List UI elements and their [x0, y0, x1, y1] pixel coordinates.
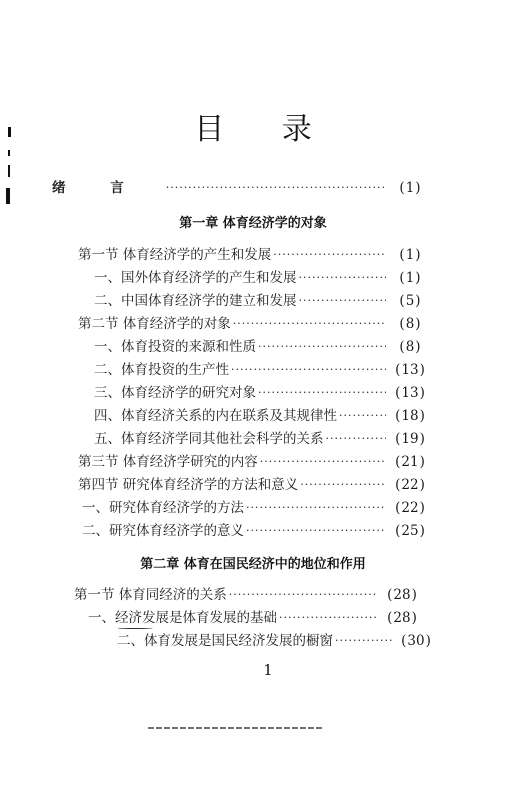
toc-entry-intro[interactable]	[52, 178, 432, 198]
toc-entry-label: 第三节 体育经济学研究的内容	[78, 454, 258, 470]
toc-entry-label: 二、体育发展是国民经济发展的橱窗	[117, 633, 333, 649]
toc-entry[interactable]	[78, 475, 432, 495]
toc-entry[interactable]	[94, 406, 432, 426]
scan-mark	[8, 150, 10, 156]
toc-entry-label: 第一节 体育同经济的关系	[74, 587, 227, 603]
toc-page-number: (21)	[395, 454, 425, 470]
dot-leader	[258, 383, 386, 403]
chapter-heading: 第一章 体育经济学的对象	[179, 216, 327, 231]
toc-entry-label: 第四节 研究体育经济学的方法和意义	[78, 477, 299, 493]
toc-entry[interactable]	[117, 631, 438, 651]
scan-mark	[6, 188, 10, 204]
toc-entry-label: 三、体育经济学的研究对象	[94, 385, 256, 401]
toc-entry[interactable]	[82, 498, 432, 518]
toc-entry-label: 二、研究体育经济学的意义	[82, 523, 244, 539]
dot-leader	[231, 360, 386, 380]
toc-page-number: (28)	[387, 610, 417, 626]
toc-entry-label: 四、体育经济关系的内在联系及其规律性	[94, 408, 337, 424]
dot-leader	[273, 245, 386, 265]
dot-leader	[279, 608, 378, 628]
dot-leader	[166, 178, 386, 198]
toc-entry[interactable]	[78, 452, 432, 472]
toc-entry-label: 第二节 体育经济学的对象	[78, 316, 231, 332]
pen-underline-mark	[117, 626, 153, 629]
toc-page-number: (8)	[399, 316, 421, 332]
toc-entry[interactable]	[94, 360, 432, 380]
toc-entry-label: 二、中国体育经济学的建立和发展	[94, 293, 297, 309]
toc-entry[interactable]	[94, 268, 432, 288]
toc-page-number: (1)	[399, 270, 421, 286]
dot-leader	[229, 585, 378, 605]
toc-page-number: (19)	[395, 431, 425, 447]
dot-leader	[335, 631, 392, 651]
dot-leader	[339, 406, 386, 426]
toc-entry[interactable]	[94, 291, 432, 311]
scan-line-artifact	[148, 727, 323, 729]
toc-entry[interactable]	[74, 585, 424, 605]
dot-leader	[258, 337, 386, 357]
dot-leader	[299, 268, 387, 288]
toc-page-number: (30)	[401, 633, 431, 649]
page-number: 1	[263, 661, 273, 679]
dot-leader	[233, 314, 386, 334]
toc-entry[interactable]	[78, 245, 432, 265]
page-title: 目 录	[194, 112, 336, 147]
toc-page-number: (22)	[395, 500, 425, 516]
toc-page-number: (8)	[399, 339, 421, 355]
toc-page-number: (1)	[399, 247, 421, 263]
toc-entry[interactable]	[78, 314, 432, 334]
dot-leader	[300, 475, 386, 495]
toc-entry-label: 一、体育投资的来源和性质	[94, 339, 256, 355]
dot-leader	[299, 291, 387, 311]
toc-entry-label: 第一节 体育经济学的产生和发展	[78, 247, 272, 263]
chapter-heading: 第二章 体育在国民经济中的地位和作用	[140, 557, 366, 572]
toc-entry[interactable]	[94, 429, 432, 449]
toc-page-number: (1)	[399, 180, 421, 196]
toc-page-number: (5)	[399, 293, 421, 309]
toc-entry-label: 二、体育投资的生产性	[94, 362, 229, 378]
toc-page-number: (18)	[395, 408, 425, 424]
dot-leader	[326, 429, 387, 449]
toc-page-number: (13)	[395, 362, 425, 378]
dot-leader	[246, 521, 386, 541]
toc-entry[interactable]	[94, 337, 432, 357]
scan-mark	[8, 165, 10, 177]
toc-entry-label: 五、体育经济学同其他社会科学的关系	[94, 431, 324, 447]
toc-entry[interactable]	[88, 608, 424, 628]
toc-entry-label: 一、研究体育经济学的方法	[82, 500, 244, 516]
toc-entry-label: 一、经济发展是体育发展的基础	[88, 610, 277, 626]
toc-entry-label: 绪 言	[52, 180, 144, 196]
toc-page-number: (28)	[387, 587, 417, 603]
dot-leader	[260, 452, 386, 472]
toc-entry[interactable]	[94, 383, 432, 403]
toc-entry[interactable]	[82, 521, 432, 541]
dot-leader	[246, 498, 386, 518]
toc-page-number: (25)	[395, 523, 425, 539]
toc-page-number: (13)	[395, 385, 425, 401]
toc-page-number: (22)	[395, 477, 425, 493]
toc-entry-label: 一、国外体育经济学的产生和发展	[94, 270, 297, 286]
